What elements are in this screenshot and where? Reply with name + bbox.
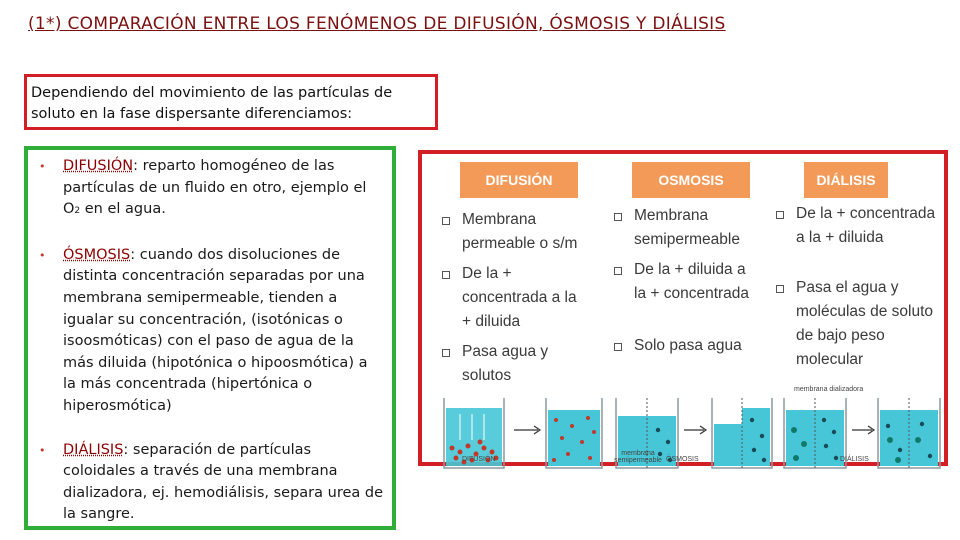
caption-difusion: DIFUSIÓN [462,456,496,463]
caption-osmosis: ÓSMOSIS [666,456,699,463]
term-dialisis: DIÁLISIS [63,441,124,458]
dialisis-beaker-result [878,398,940,468]
definition-difusion: : reparto homogéneo de las partículas de un fluido en otro, ejemplo el O [63,158,367,218]
list-item-difusion [34,156,384,223]
page-title: (1*) COMPARACIÓN ENTRE LOS FENÓMENOS DE DIFUSIÓN, ÓSMOSIS Y DIÁLISIS [28,14,726,34]
header-dialisis: DIÁLISIS [804,162,888,198]
header-difusion: DIFUSIÓN [460,162,578,198]
definition-difusion-end: en el agua. [80,201,166,218]
bullet-difusion-1: Membrana permeable o s/m [442,208,602,256]
square-bullet-icon [614,343,622,351]
bullet-difusion-2: De la + concentrada a la + diluida [442,262,587,334]
difusion-beaker-result [546,398,602,468]
bullet-osmosis-2: De la + diluida a la + concentrada [614,258,759,306]
beakers-illustration [422,380,944,490]
caption-dializadora: membrana dializadora [794,386,864,393]
list-item-osmosis [34,245,384,418]
term-difusion: DIFUSIÓN [63,158,134,174]
square-bullet-icon [442,271,450,279]
square-bullet-icon [442,217,450,225]
list-item-dialisis [34,440,384,526]
square-bullet-icon [442,349,450,357]
bullet-osmosis-1: Membrana semipermeable [614,204,764,252]
dialisis-beaker [784,398,846,468]
definition-osmosis: : cuando dos disoluciones de distinta concentración separadas por una membrana semipermeable, tienden a igualar su concentración, (isotónicas o isoosmóticas) con el paso de agua de la más diluida (hipotónica o hipoosmótica) a la más concentrada (hipertónica o hiperosmótica) [63,246,368,414]
caption-membrana: membrana semipermeable [614,450,662,464]
arrow-icon [684,426,706,434]
intro-box: Dependiendo del movimiento de las partículas de soluto en la fase dispersante diferenciamos: [24,74,438,130]
bullet-dialisis-1: De la + concentrada a la + diluida [776,202,936,250]
square-bullet-icon [776,285,784,293]
bullet-difusion-3: Pasa agua y solutos [442,340,562,388]
comparison-figure [418,150,948,466]
subscript: 2 [74,206,81,217]
square-bullet-icon [614,267,622,275]
term-osmosis: ÓSMOSIS [63,246,131,263]
bullet-icon: • [39,160,46,173]
arrow-icon [852,426,874,434]
header-osmosis: OSMOSIS [632,162,750,198]
square-bullet-icon [614,213,622,221]
bullet-icon: • [39,443,46,457]
bullet-osmosis-3: Solo pasa agua [614,334,764,358]
bullet-icon: • [39,248,46,262]
square-bullet-icon [776,211,784,219]
osmosis-beaker-result [712,398,772,468]
definition-dialisis: : separación de partículas coloidales a través de una membrana dializadora, ej. hemodiálisis, separa urea de la sangre. [63,441,384,523]
arrow-icon [514,426,540,434]
caption-dialisis: DIÁLISIS [840,456,869,463]
definitions-box [24,146,396,530]
bullet-dialisis-2: Pasa el agua y moléculas de soluto de bajo peso molecular [776,276,936,372]
